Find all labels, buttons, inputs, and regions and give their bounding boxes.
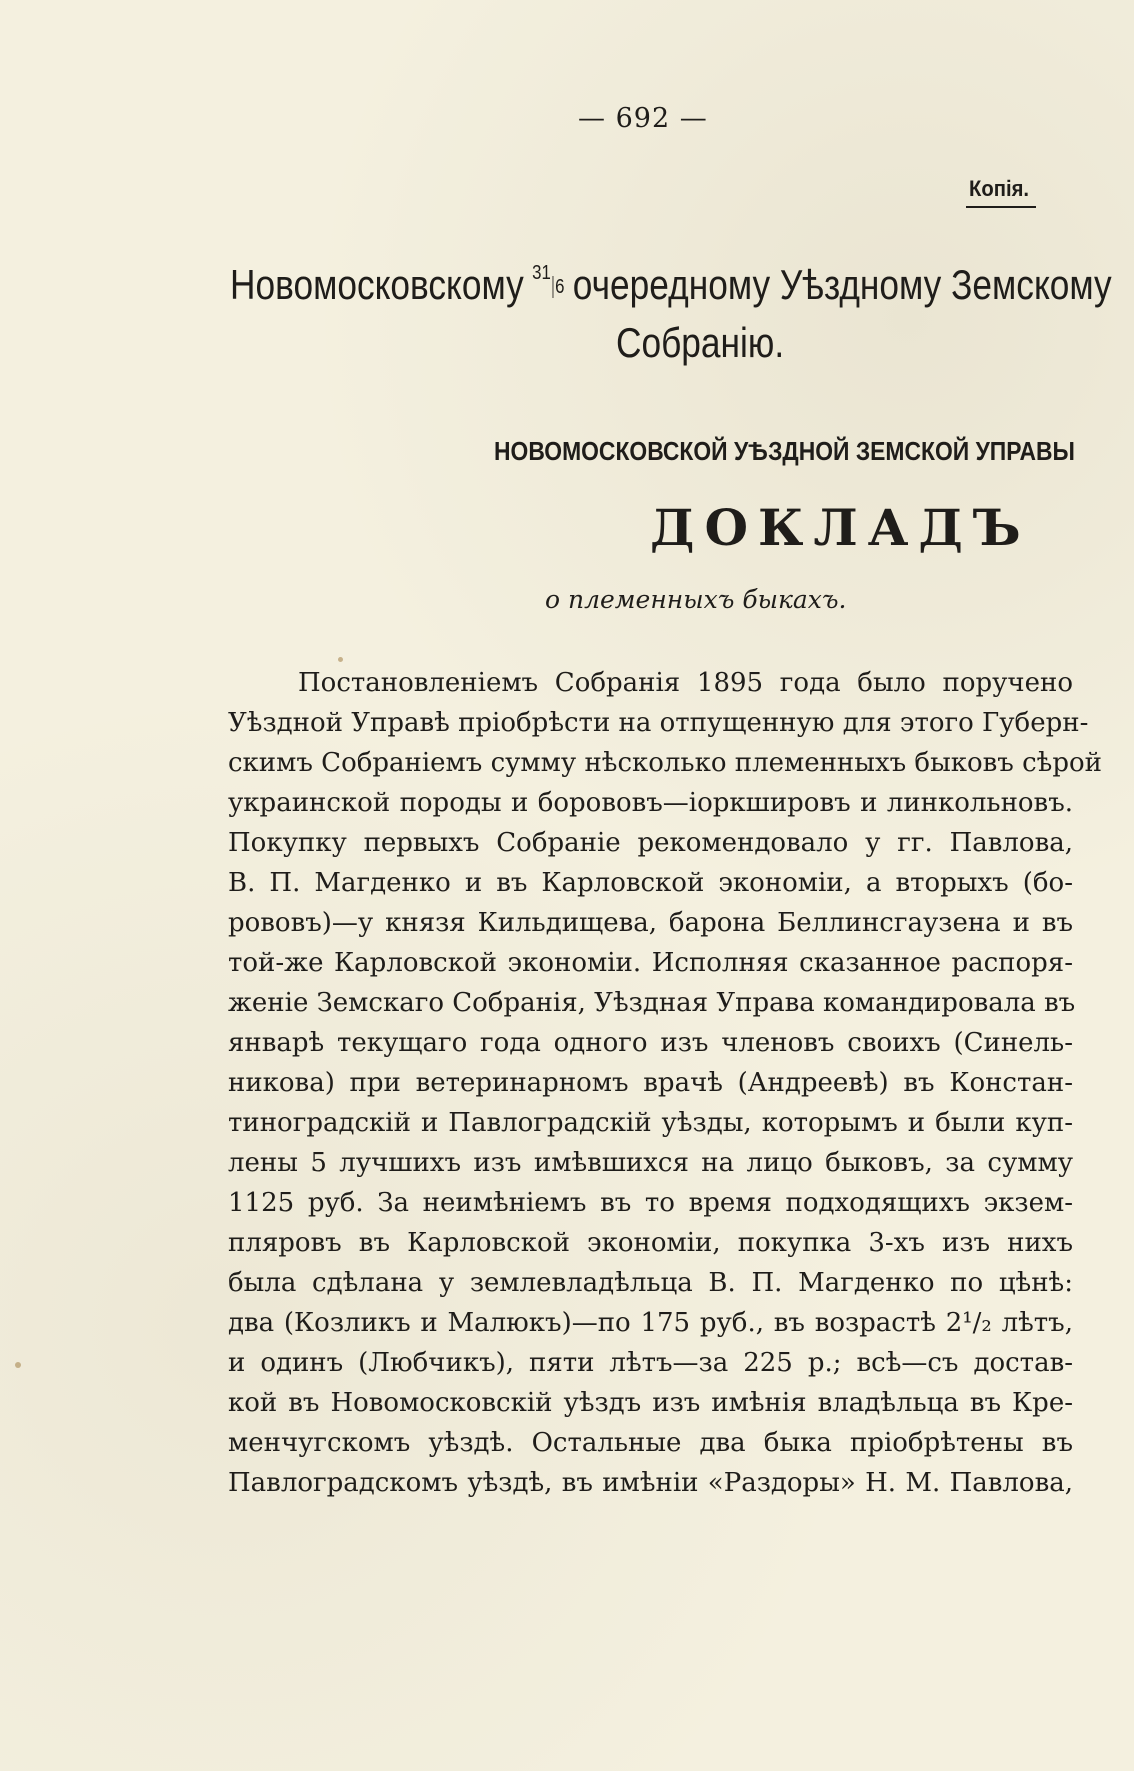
session-number bbox=[532, 262, 565, 298]
body-line: была сдѣлана у землевладѣльца В. П. Магденко по цѣнѣ: bbox=[228, 1268, 1073, 1298]
copy-mark: Копія. bbox=[969, 176, 1030, 201]
document-subject: о племенныхъ быкахъ. bbox=[545, 585, 847, 614]
addressee-suffix: очередному Уѣздному Земскому bbox=[572, 261, 1112, 308]
addressee-prefix: Новомосковскому bbox=[230, 261, 524, 308]
copy-mark-underline bbox=[966, 206, 1036, 208]
body-line: никова) при ветеринарномъ врачѣ (Андреевѣ) въ Констан- bbox=[228, 1068, 1073, 1098]
body-line: менчугскомъ уѣздѣ. Остальные два быка пріобрѣтены въ bbox=[228, 1428, 1073, 1458]
body-line: скимъ Собраніемъ сумму нѣсколько племенныхъ быковъ сѣрой bbox=[228, 748, 1102, 778]
document-title: ДОКЛАДЪ bbox=[650, 498, 1031, 557]
page-number: — 692 — bbox=[578, 103, 708, 134]
body-line: и одинъ (Любчикъ), пяти лѣтъ—за 225 р.; всѣ—съ достав- bbox=[228, 1348, 1073, 1378]
paper-speck bbox=[15, 1362, 21, 1368]
body-line: кой въ Новомосковскій уѣздъ изъ имѣнія владѣльца въ Кре- bbox=[228, 1388, 1073, 1418]
body-line: той-же Карловской экономіи. Исполняя сказанное распоря- bbox=[228, 948, 1073, 978]
body-line: В. П. Магденко и въ Карловской экономіи, а вторыхъ (бо- bbox=[228, 868, 1073, 898]
body-line: 1125 руб. За неимѣніемъ въ то время подходящихъ экзем- bbox=[228, 1188, 1073, 1218]
body-line: украинской породы и борововъ—іоркшировъ и линкольновъ. bbox=[228, 788, 1073, 818]
addressee-line-1 bbox=[230, 260, 1112, 310]
body-line: Уѣздной Управѣ пріобрѣсти на отпущенную для этого Губерн- bbox=[228, 708, 1089, 738]
session-number-top: 31 bbox=[532, 262, 551, 284]
body-line: Постановленіемъ Собранія 1895 года было поручено bbox=[298, 668, 1073, 698]
body-line: лены 5 лучшихъ изъ имѣвшихся на лицо быковъ, за сумму bbox=[228, 1148, 1073, 1178]
body-line: женіе Земскаго Собранія, Уѣздная Управа командировала въ bbox=[228, 988, 1076, 1018]
session-number-bottom: 6 bbox=[553, 276, 565, 298]
paper-speck bbox=[338, 657, 343, 662]
body-line: пляровъ въ Карловской экономіи, покупка 3-хъ изъ нихъ bbox=[228, 1228, 1073, 1258]
body-line: Покупку первыхъ Собраніе рекомендовало у гг. Павлова, bbox=[228, 828, 1073, 858]
body-line: два (Козликъ и Малюкъ)—по 175 руб., въ возрастѣ 2¹/₂ лѣтъ, bbox=[228, 1308, 1073, 1338]
body-line: январѣ текущаго года одного изъ членовъ своихъ (Синель- bbox=[228, 1028, 1073, 1058]
body-line: тиноградскій и Павлоградскій уѣзды, которымъ и были куп- bbox=[228, 1108, 1073, 1138]
body-line: Павлоградскомъ уѣздѣ, въ имѣніи «Раздоры» Н. М. Павлова, bbox=[228, 1468, 1073, 1498]
body-paragraph bbox=[228, 663, 1102, 1503]
body-line: рововъ)—у князя Кильдищева, барона Беллинсгаузена и въ bbox=[228, 908, 1073, 938]
issuer-heading: НОВОМОСКОВСКОЙ УѢЗДНОЙ ЗЕМСКОЙ УПРАВЫ bbox=[494, 436, 1075, 466]
addressee-line-2: Собранію. bbox=[616, 319, 785, 366]
